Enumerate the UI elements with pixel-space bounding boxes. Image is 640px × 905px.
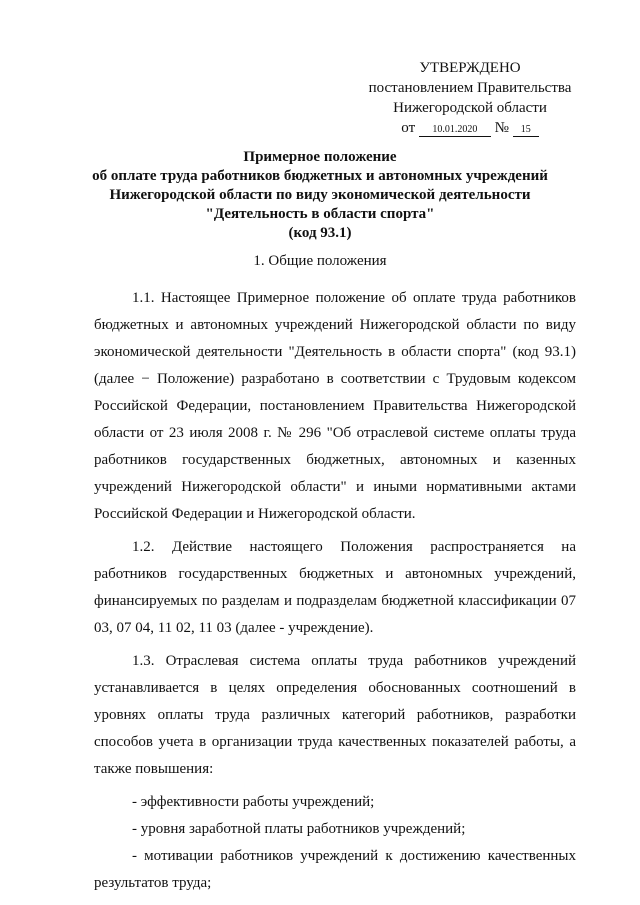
approval-decree-line2: Нижегородской области [393, 100, 547, 116]
approval-number: 15 [513, 124, 539, 137]
approval-date: 10.01.2020 [419, 124, 491, 137]
number-label: № [494, 120, 509, 136]
section-heading: 1. Общие положения [253, 253, 387, 269]
document-body [94, 285, 576, 897]
paragraph-1-2: 1.2. Действие настоящего Положения распространяется на работников государственных бюджетных и автономных учреждений, финансируемых по разделам и подразделам бюджетной классификации 07 03, 07 04, 11 02, 11 03 (далее - учреждение). [94, 539, 576, 636]
title-line-4: "Деятельность в области спорта" [205, 206, 435, 222]
approval-decree-line1: постановлением Правительства [368, 80, 572, 96]
document-title [60, 148, 580, 243]
from-label: от [401, 120, 416, 136]
title-line-1: Примерное положение [243, 149, 397, 165]
approval-block [340, 58, 600, 138]
title-line-2: об оплате труда работников бюджетных и автономных учреждений [92, 168, 548, 184]
approval-stamp: УТВЕРЖДЕНО [419, 60, 521, 76]
paragraph-1-1: 1.1. Настоящее Примерное положение об оплате труда работников бюджетных и автономных учреждений Нижегородской области по виду экономической деятельности "Деятельность в области спорта" (код 93.1) (далее − Положение) разработано в соответствии с Трудовым кодексом Российской Федерации, постановлением Правительства Нижегородской области от 23 июля 2008 г. № 296 "Об отраслевой системе оплаты труда работников государственных бюджетных, автономных и казенных учреждений Нижегородской области" и иными нормативными актами Российской Федерации и Нижегородской области. [94, 290, 576, 522]
list-item: - уровня заработной платы работников учреждений; [132, 821, 466, 837]
list-item: - эффективности работы учреждений; [132, 794, 375, 810]
paragraph-1-3: 1.3. Отраслевая система оплаты труда работников учреждений устанавливается в целях определения обоснованных соотношений в уровнях оплаты труда различных категорий работников, разработки способов учета в организации труда качественных показателей работы, а также повышения: [94, 653, 576, 777]
title-line-3: Нижегородской области по виду экономической деятельности [109, 187, 531, 203]
approval-reference [340, 118, 600, 138]
list-item: - мотивации работников учреждений к достижению качественных результатов труда; [94, 848, 576, 891]
title-line-5: (код 93.1) [288, 225, 352, 241]
